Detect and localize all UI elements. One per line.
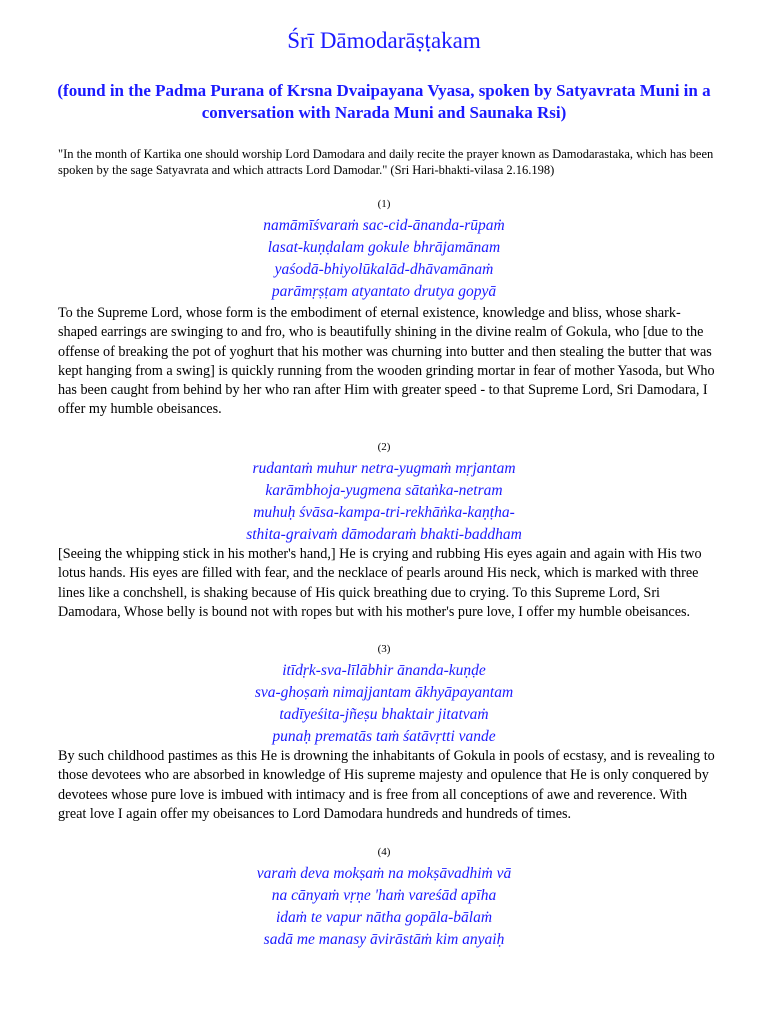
verse-translation: [Seeing the whipping stick in his mother's hand,] He is crying and rubbing His eyes again and again with His two lotus hands. His eyes are filled with fear, and the necklace of pearls around His neck, which is marked with three lines like a conchshell, is shaking because of His quick breathing due to crying. To this Supreme Lord, Sri Damodara, Whose belly is bound not with ropes but with his mother's pure love, I offer my humble obeisances. <box>58 546 702 620</box>
verse-line: rudantaṁ muhur netra-yugmaṁ mṛjantam <box>252 460 516 477</box>
verse-number: (1) <box>377 198 391 210</box>
verse-number: (4) <box>377 846 391 858</box>
verse-line: yaśodā-bhiyolūkalād-dhāvamānaṁ <box>274 261 494 278</box>
verse-sanskrit <box>0 660 768 748</box>
verse-translation: To the Supreme Lord, whose form is the embodiment of eternal existence, knowledge and bliss, whose shark-shaped earrings are swinging to and fro, who is beautifully shining in the divine realm of Gokula, who [due to the offense of breaking the pot of yoghurt that his mother was churning into butter and then stealing the butter that was kept hanging from a swing] is quickly running from the wooden grinding mortar in fear of mother Yasoda, but Who has been caught from behind by her who ran after Him with greater speed - to that Supreme Lord, Sri Damodara, I offer my humble obeisances. <box>58 305 715 418</box>
verse-line: varaṁ deva mokṣaṁ na mokṣāvadhiṁ vā <box>256 865 512 882</box>
verse-line: sadā me manasy āvirāstāṁ kim anyaiḥ <box>263 931 505 948</box>
verse-line: itīdṛk-sva-līlābhir ānanda-kuṇḍe <box>282 662 486 679</box>
verse-sanskrit <box>0 458 768 546</box>
verse-number: (2) <box>377 441 391 453</box>
verse-line: idaṁ te vapur nātha gopāla-bālaṁ <box>275 909 493 926</box>
page-subtitle: (found in the Padma Purana of Krsna Dvaipayana Vyasa, spoken by Satyavrata Muni in a conversation with Narada Muni and Saunaka Rsi) <box>57 81 711 122</box>
verse-line: tadīyeśita-jñeṣu bhaktair jitatvaṁ <box>279 706 489 723</box>
verse-line: muhuḥ śvāsa-kampa-tri-rekhāṅka-kaṇṭha- <box>253 504 515 521</box>
verse-sanskrit <box>0 863 768 951</box>
verse-line: punaḥ prematās taṁ śatāvṛtti vande <box>272 728 496 745</box>
verse-line: parāmṛṣṭam atyantato drutya gopyā <box>271 283 497 300</box>
verse-line: namāmīśvaraṁ sac-cid-ānanda-rūpaṁ <box>263 217 505 234</box>
verse-sanskrit <box>0 215 768 303</box>
verse-line: lasat-kuṇḍalam gokule bhrājamānam <box>267 239 501 256</box>
page-title: Śrī Dāmodarāṣṭakam <box>287 28 481 53</box>
verse-line: sthita-graivaṁ dāmodaraṁ bhakti-baddham <box>246 526 522 543</box>
verse-line: sva-ghoṣaṁ nimajjantam ākhyāpayantam <box>254 684 514 701</box>
intro-quote: "In the month of Kartika one should worship Lord Damodara and daily recite the prayer known as Damodarastaka, which has been spoken by the sage Satyavrata and which attracts Lord Damodar." (Sri Hari-bhakti-vilasa 2.16.198) <box>58 147 714 177</box>
verse-line: karāmbhoja-yugmena sātaṅka-netram <box>265 482 503 499</box>
verse-translation: By such childhood pastimes as this He is drowning the inhabitants of Gokula in pools of ecstasy, and is revealing to those devotees who are absorbed in knowledge of His supreme majesty and opulence that He is only conquered by devotees whose pure love is imbued with intimacy and is free from all conceptions of awe and reverence. With great love I again offer my obeisances to Lord Damodara hundreds and hundreds of times. <box>58 748 715 822</box>
verse-line: na cānyaṁ vṛṇe 'haṁ vareśād apīha <box>271 887 497 904</box>
verse-number: (3) <box>377 643 391 655</box>
